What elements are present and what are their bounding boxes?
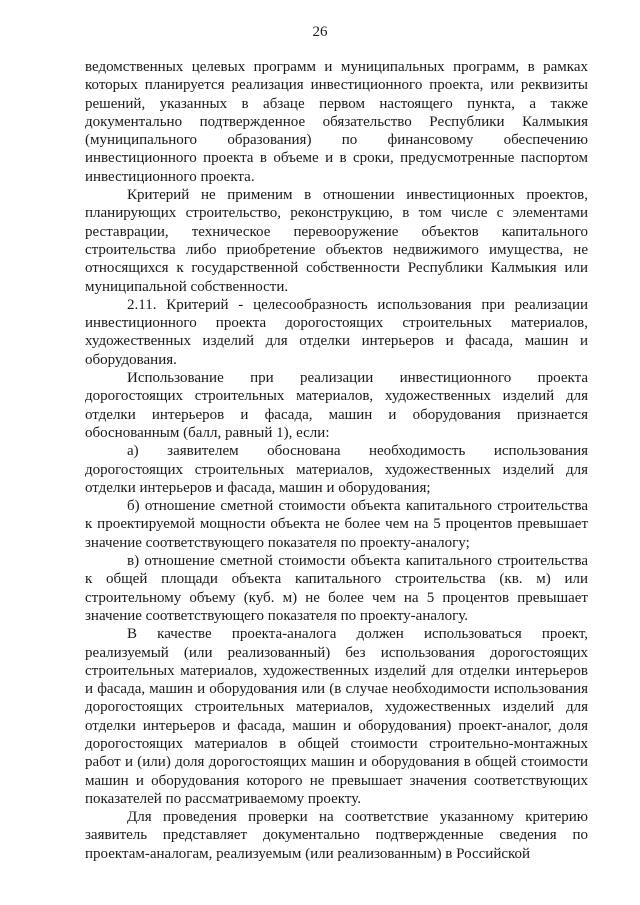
page-number: 26 [312, 24, 328, 40]
paragraph-criterion-not-applicable: Критерий не применим в отношении инвестиционных проектов, планирующих строительство, реконструкцию, в том числе с элементами реставрации, техническое перевооружение объектов капитального строительства либо приобретение объектов недвижимого имущества, не относящихся к государственной собственности Республики Калмыкия или муниципальной собственности. [85, 187, 588, 295]
paragraph-analog-project: В качестве проекта-аналога должен использоваться проект, реализуемый (или реализованный) без использования дорогостоящих строительных материалов, художественных изделий для отделки интерьеров и фасада, машин и оборудования или (в случае необходимости использования дорогостоящих строительных материалов, художественных изделий для отделки интерьеров и фасада, машин и оборудования) проект-аналог, доля дорогостоящих материалов в общей стоимости строительно-монтажных работ и (или) доля дорогостоящих машин и оборудования в общей стоимости машин и оборудования которого не превышает значения соответствующих показателей по рассматриваемому проекту. [85, 626, 588, 807]
paragraph-continuation: ведомственных целевых программ и муниципальных программ, в рамках которых планируется реализация инвестиционного проекта, или реквизиты решений, указанных в абзаце первом настоящего пункта, а также документально подтвержденное обязательство Республики Калмыкия (муниципального образования) по финансовому обеспечению инвестиционного проекта в объеме и в сроки, предусмотренные паспортом инвестиционного проекта. [85, 59, 588, 185]
paragraph-item-c: в) отношение сметной стоимости объекта капитального строительства к общей площади объекта капитального строительства (кв. м) или строительному объему (куб. м) не более чем на 5 процентов превышает значение соответствующего показателя по проекту-аналогу. [85, 553, 588, 624]
paragraph-verification: Для проведения проверки на соответствие указанному критерию заявитель представляет документально подтвержденные сведения по проектам-аналогам, реализуемым (или реализованным) в Российской [85, 809, 588, 862]
paragraph-item-b: б) отношение сметной стоимости объекта капитального строительства к проектируемой мощности объекта не более чем на 5 процентов превышает значение соответствующего показателя по проекту-аналогу; [85, 498, 588, 551]
paragraph-criterion-2-11: 2.11. Критерий - целесообразность использования при реализации инвестиционного проекта дорогостоящих строительных материалов, художественных изделий для отделки интерьеров и фасада, машин и оборудования. [85, 296, 588, 368]
paragraph-usage-justified: Использование при реализации инвестиционного проекта дорогостоящих строительных материалов, художественных изделий для отделки интерьеров и фасада, машин и оборудования признается обоснованным (балл, равный 1), если: [85, 370, 588, 441]
paragraph-item-a: а) заявителем обоснована необходимость использования дорогостоящих строительных материалов, художественных изделий для отделки интерьеров и фасада, машин и оборудования; [85, 443, 588, 496]
document-body [85, 58, 588, 863]
